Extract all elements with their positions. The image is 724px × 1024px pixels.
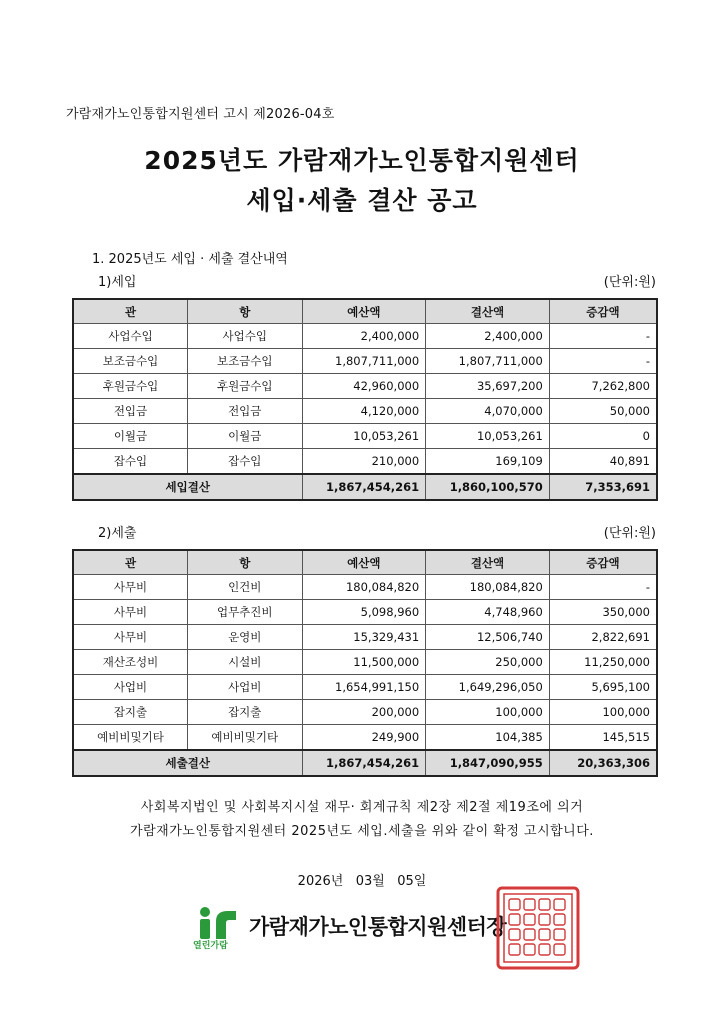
table-cell: 35,697,200: [426, 374, 550, 399]
page-title-line2: 세입·세출 결산 공고: [246, 186, 478, 215]
table-cell: 보조금수입: [188, 349, 303, 374]
table-row: [73, 449, 657, 475]
total-cell: 1,867,454,261: [302, 474, 426, 500]
statement-line2: 가람재가노인통합지원센터 2025년도 세입.세출을 위와 같이 확정 고시합니다.: [130, 824, 594, 839]
table-cell: 사무비: [73, 625, 188, 650]
table-cell: 인건비: [188, 575, 303, 600]
table-row: [73, 324, 657, 349]
table-cell: 104,385: [426, 725, 550, 751]
table-row: [73, 399, 657, 424]
table-cell: 시설비: [188, 650, 303, 675]
table-cell: 1,649,296,050: [426, 675, 550, 700]
table-cell: 사업수입: [73, 324, 188, 349]
table-cell: 잡수입: [73, 449, 188, 475]
table-cell: 사업비: [188, 675, 303, 700]
table-cell: 사무비: [73, 575, 188, 600]
table-cell: 350,000: [549, 600, 657, 625]
table-cell: 200,000: [302, 700, 426, 725]
table-row: [73, 424, 657, 449]
total-row: [73, 474, 657, 500]
table-cell: 잡수입: [188, 449, 303, 475]
total-cell: 1,860,100,570: [426, 474, 550, 500]
table-cell: 0: [549, 424, 657, 449]
revenue-unit: (단위:원): [603, 275, 656, 290]
table-row: [73, 725, 657, 751]
column-header: 예산액: [302, 299, 426, 324]
table-row: [73, 625, 657, 650]
table-cell: 이월금: [188, 424, 303, 449]
table-cell: 사업비: [73, 675, 188, 700]
table-cell: 운영비: [188, 625, 303, 650]
table-cell: 11,250,000: [549, 650, 657, 675]
table-cell: 180,084,820: [302, 575, 426, 600]
table-cell: 145,515: [549, 725, 657, 751]
table-row: [73, 600, 657, 625]
table-cell: 250,000: [426, 650, 550, 675]
table-cell: 12,506,740: [426, 625, 550, 650]
table-cell: 잡지출: [73, 700, 188, 725]
column-header: 항: [188, 550, 303, 575]
table-cell: 전입금: [73, 399, 188, 424]
table-cell: 4,120,000: [302, 399, 426, 424]
column-header: 예산액: [302, 550, 426, 575]
table-cell: 100,000: [426, 700, 550, 725]
total-label: 세출결산: [73, 750, 302, 776]
table-header-row: [73, 299, 657, 324]
logo-caption: 열린가람: [193, 941, 228, 951]
announcement-date: 2026년 03월 05일: [297, 874, 427, 889]
page-title-line1: 2025년도 가람재가노인통합지원센터: [144, 146, 580, 175]
table-cell: 1,807,711,000: [302, 349, 426, 374]
table-cell: 2,400,000: [302, 324, 426, 349]
table-cell: 예비비및기타: [188, 725, 303, 751]
table-row: [73, 675, 657, 700]
official-seal-icon: [495, 885, 581, 971]
table-cell: 15,329,431: [302, 625, 426, 650]
table-cell: -: [549, 324, 657, 349]
table-cell: 50,000: [549, 399, 657, 424]
table-cell: 169,109: [426, 449, 550, 475]
table-cell: 10,053,261: [302, 424, 426, 449]
table-cell: -: [549, 575, 657, 600]
table-cell: 잡지출: [188, 700, 303, 725]
table-cell: 사무비: [73, 600, 188, 625]
column-header: 관: [73, 299, 188, 324]
expenditure-table: [72, 549, 658, 777]
column-header: 증감액: [549, 299, 657, 324]
table-cell: 7,262,800: [549, 374, 657, 399]
total-label: 세입결산: [73, 474, 302, 500]
total-row: [73, 750, 657, 776]
table-cell: 249,900: [302, 725, 426, 751]
table-cell: 4,748,960: [426, 600, 550, 625]
column-header: 항: [188, 299, 303, 324]
table-row: [73, 349, 657, 374]
expenditure-heading: 2)세출: [98, 526, 137, 541]
table-cell: 1,807,711,000: [426, 349, 550, 374]
table-cell: 사업수입: [188, 324, 303, 349]
table-cell: 재산조성비: [73, 650, 188, 675]
total-cell: 1,867,454,261: [302, 750, 426, 776]
table-cell: 5,695,100: [549, 675, 657, 700]
table-cell: 보조금수입: [73, 349, 188, 374]
total-cell: 7,353,691: [549, 474, 657, 500]
table-cell: 11,500,000: [302, 650, 426, 675]
revenue-table: [72, 298, 658, 501]
revenue-heading: 1)세입: [98, 275, 137, 290]
expenditure-unit: (단위:원): [603, 526, 656, 541]
table-cell: 예비비및기타: [73, 725, 188, 751]
total-cell: 20,363,306: [549, 750, 657, 776]
table-header-row: [73, 550, 657, 575]
table-cell: 전입금: [188, 399, 303, 424]
section-heading: 1. 2025년도 세입 · 세출 결산내역: [92, 252, 288, 267]
organization-head-name: 가람재가노인통합지원센터장: [249, 915, 507, 939]
table-cell: 후원금수입: [73, 374, 188, 399]
table-cell: -: [549, 349, 657, 374]
column-header: 관: [73, 550, 188, 575]
statement-line1: 사회복지법인 및 사회복지시설 재무· 회계규칙 제2장 제2절 제19조에 의거: [140, 800, 584, 815]
table-cell: 100,000: [549, 700, 657, 725]
table-cell: 180,084,820: [426, 575, 550, 600]
table-cell: 40,891: [549, 449, 657, 475]
table-row: [73, 650, 657, 675]
table-cell: 5,098,960: [302, 600, 426, 625]
table-row: [73, 575, 657, 600]
table-cell: 4,070,000: [426, 399, 550, 424]
table-cell: 210,000: [302, 449, 426, 475]
table-cell: 10,053,261: [426, 424, 550, 449]
table-cell: 1,654,991,150: [302, 675, 426, 700]
table-cell: 42,960,000: [302, 374, 426, 399]
table-cell: 이월금: [73, 424, 188, 449]
total-cell: 1,847,090,955: [426, 750, 550, 776]
table-cell: 2,822,691: [549, 625, 657, 650]
notice-number: 가람재가노인통합지원센터 고시 제2026-04호: [66, 107, 335, 122]
column-header: 증감액: [549, 550, 657, 575]
table-row: [73, 374, 657, 399]
table-cell: 후원금수입: [188, 374, 303, 399]
table-row: [73, 700, 657, 725]
column-header: 결산액: [426, 299, 550, 324]
table-cell: 업무추진비: [188, 600, 303, 625]
column-header: 결산액: [426, 550, 550, 575]
table-cell: 2,400,000: [426, 324, 550, 349]
